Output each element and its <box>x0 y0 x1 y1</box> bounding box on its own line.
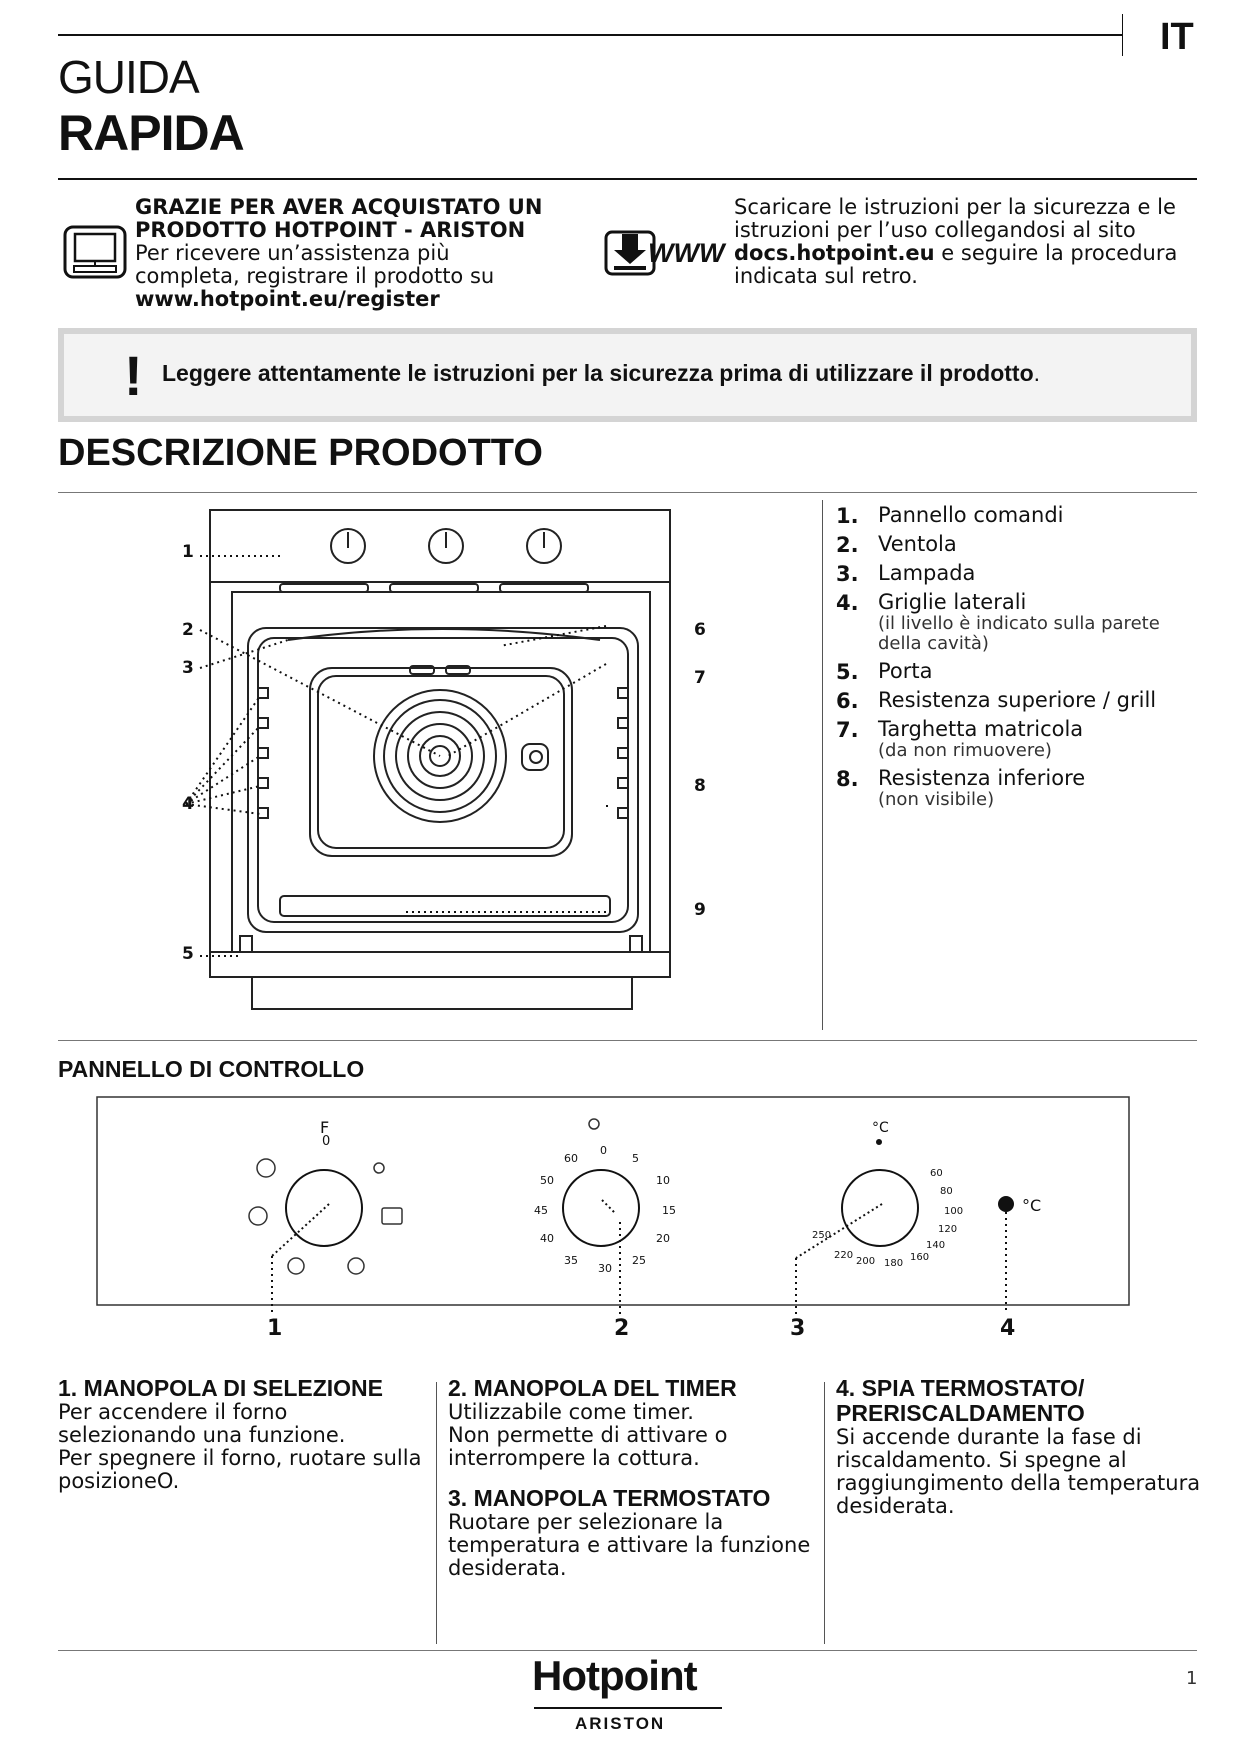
intro-right-line1: Scaricare le istruzioni per la sicurezza e le <box>734 195 1176 219</box>
oven-diagram <box>170 500 730 1024</box>
timer-label: 5 <box>632 1152 639 1165</box>
timer-label: 15 <box>662 1204 676 1217</box>
timer-label: 25 <box>632 1254 646 1267</box>
thermostat-unit-label: °C <box>872 1120 889 1136</box>
parts-list <box>836 504 1196 816</box>
section-divider <box>822 500 823 1030</box>
panel-rule <box>58 1040 1197 1041</box>
callout-5: 5 <box>182 944 194 964</box>
control-panel-drawing <box>210 510 670 582</box>
selector-zero-label: 0 <box>322 1134 331 1149</box>
list-item: 5. Porta <box>836 659 933 684</box>
lamp-title-line1: 4. SPIA TERMOSTATO/ <box>836 1375 1085 1401</box>
column-divider-2 <box>824 1382 825 1644</box>
thermostat-title: 3. MANOPOLA TERMOSTATO <box>448 1485 771 1511</box>
intro-line3: Per ricevere un’assistenza più <box>135 241 450 265</box>
list-item: 1. Pannello comandi <box>836 503 1064 528</box>
www-icon-text: WWW <box>648 238 725 268</box>
title-rule <box>58 178 1197 180</box>
brand-underline <box>534 1707 722 1709</box>
thermo-label: 140 <box>926 1240 946 1251</box>
lamp-title-line2: PRERISCALDAMENTO <box>836 1400 1085 1426</box>
top-rule-tick <box>1122 14 1123 56</box>
selector-description: 1. MANOPOLA DI SELEZIONE Per accendere il forno selezionando una funzione. Per spegnere il forno, ruotare sulla posizioneO. <box>58 1376 428 1493</box>
panel-callout-1: 1 <box>267 1316 283 1341</box>
thermo-label: 160 <box>910 1252 930 1263</box>
callout-2: 2 <box>182 620 194 640</box>
list-item: 2. Ventola <box>836 532 957 557</box>
intro-bold-line2: PRODOTTO HOTPOINT - ARISTON <box>135 218 526 242</box>
timer-label: 20 <box>656 1232 670 1245</box>
timer-description: 2. MANOPOLA DEL TIMER Utilizzabile come timer. Non permette di attivare o interrompere la cottura. 3. MANOPOLA TERMOSTATO Ruotare per selezionare la temperatura e attivare la funzione desiderata. <box>448 1376 818 1580</box>
page-title-line2: RAPIDA <box>58 105 244 161</box>
list-item: 3. Lampada <box>836 561 976 586</box>
section-rule <box>58 492 1197 493</box>
footer-rule <box>58 1650 1197 1651</box>
lamp-description: 4. SPIA TERMOSTATO/ PRERISCALDAMENTO Si accende durante la fase di riscaldamento. Si spegne al raggiungimento della temperatura desiderata. <box>836 1376 1206 1518</box>
language-code: IT <box>1160 16 1194 58</box>
control-panel-heading: PANNELLO DI CONTROLLO <box>58 1056 365 1082</box>
thermo-label: 60 <box>930 1168 943 1179</box>
top-rule <box>58 34 1122 36</box>
exclamation-icon: ! <box>124 344 143 407</box>
selector-title: 1. MANOPOLA DI SELEZIONE <box>58 1375 384 1401</box>
callout-6: 6 <box>694 620 706 640</box>
timer-label: 30 <box>598 1262 612 1275</box>
timer-label: 60 <box>564 1152 578 1165</box>
safety-warning-text: Leggere attentamente le istruzioni per la sicurezza prima di utilizzare il prodotto. <box>162 360 1041 386</box>
panel-callout-2: 2 <box>614 1316 630 1341</box>
callout-4: 4 <box>182 794 194 814</box>
thermo-label: 80 <box>940 1186 953 1197</box>
column-divider-1 <box>436 1382 437 1644</box>
timer-label: 0 <box>600 1144 607 1157</box>
safety-warning-banner <box>58 328 1197 422</box>
intro-right-line3: e seguire la procedura <box>934 241 1178 265</box>
register-link[interactable]: www.hotpoint.eu/register <box>135 287 440 311</box>
timer-label: 45 <box>534 1204 548 1217</box>
control-panel-diagram <box>96 1096 1132 1340</box>
intro-bold-line1: GRAZIE PER AVER ACQUISTATO UN <box>135 195 543 219</box>
list-item: 6. Resistenza superiore / grill <box>836 688 1157 713</box>
thermo-label: 120 <box>938 1224 958 1235</box>
callout-1: 1 <box>182 542 194 562</box>
callout-8: 8 <box>694 776 706 796</box>
panel-callout-3: 3 <box>790 1316 806 1341</box>
timer-knob-drawing <box>563 1170 639 1246</box>
computer-register-icon <box>62 224 128 284</box>
callout-7: 7 <box>694 668 706 688</box>
page-number: 1 <box>1186 1668 1198 1689</box>
brand-sub: ARISTON <box>575 1714 666 1733</box>
list-item: 7. Targhetta matricola (da non rimuovere) <box>836 717 1084 761</box>
docs-link[interactable]: docs.hotpoint.eu <box>734 241 935 265</box>
intro-line4: completa, registrare il prodotto su <box>135 264 495 288</box>
timer-title: 2. MANOPOLA DEL TIMER <box>448 1375 737 1401</box>
thermo-label: 220 <box>834 1250 854 1261</box>
intro-right-line4: indicata sul retro. <box>734 264 918 288</box>
thermo-label: 180 <box>884 1258 904 1269</box>
callout-9: 9 <box>694 900 706 920</box>
thermo-label: 200 <box>856 1256 876 1267</box>
intro-right-text <box>734 196 1204 288</box>
thermo-label: 100 <box>944 1206 964 1217</box>
panel-callout-4: 4 <box>1000 1316 1016 1341</box>
timer-label: 10 <box>656 1174 670 1187</box>
timer-label: 50 <box>540 1174 554 1187</box>
timer-label: 40 <box>540 1232 554 1245</box>
list-item: 8. Resistenza inferiore (non visibile) <box>836 766 1086 810</box>
page-title-line1: GUIDA <box>58 51 199 103</box>
list-item: 4. Griglie laterali (il livello è indicato sulla parete della cavità) <box>836 590 1160 654</box>
callout-3: 3 <box>182 658 194 678</box>
thermo-label: 250 <box>812 1230 832 1241</box>
thermostat-lamp <box>998 1196 1014 1212</box>
selector-top-label: F <box>320 1118 330 1137</box>
lamp-drawing <box>522 744 548 770</box>
section-title: DESCRIZIONE PRODOTTO <box>58 432 543 474</box>
lamp-unit-label: °C <box>1022 1196 1042 1215</box>
intro-right-line2: istruzioni per l’uso collegandosi al sito <box>734 218 1136 242</box>
brand-logo: Hotpoint <box>532 1652 697 1699</box>
intro-left-text <box>135 196 555 311</box>
thermostat-knob-drawing <box>842 1170 918 1246</box>
timer-label: 35 <box>564 1254 578 1267</box>
